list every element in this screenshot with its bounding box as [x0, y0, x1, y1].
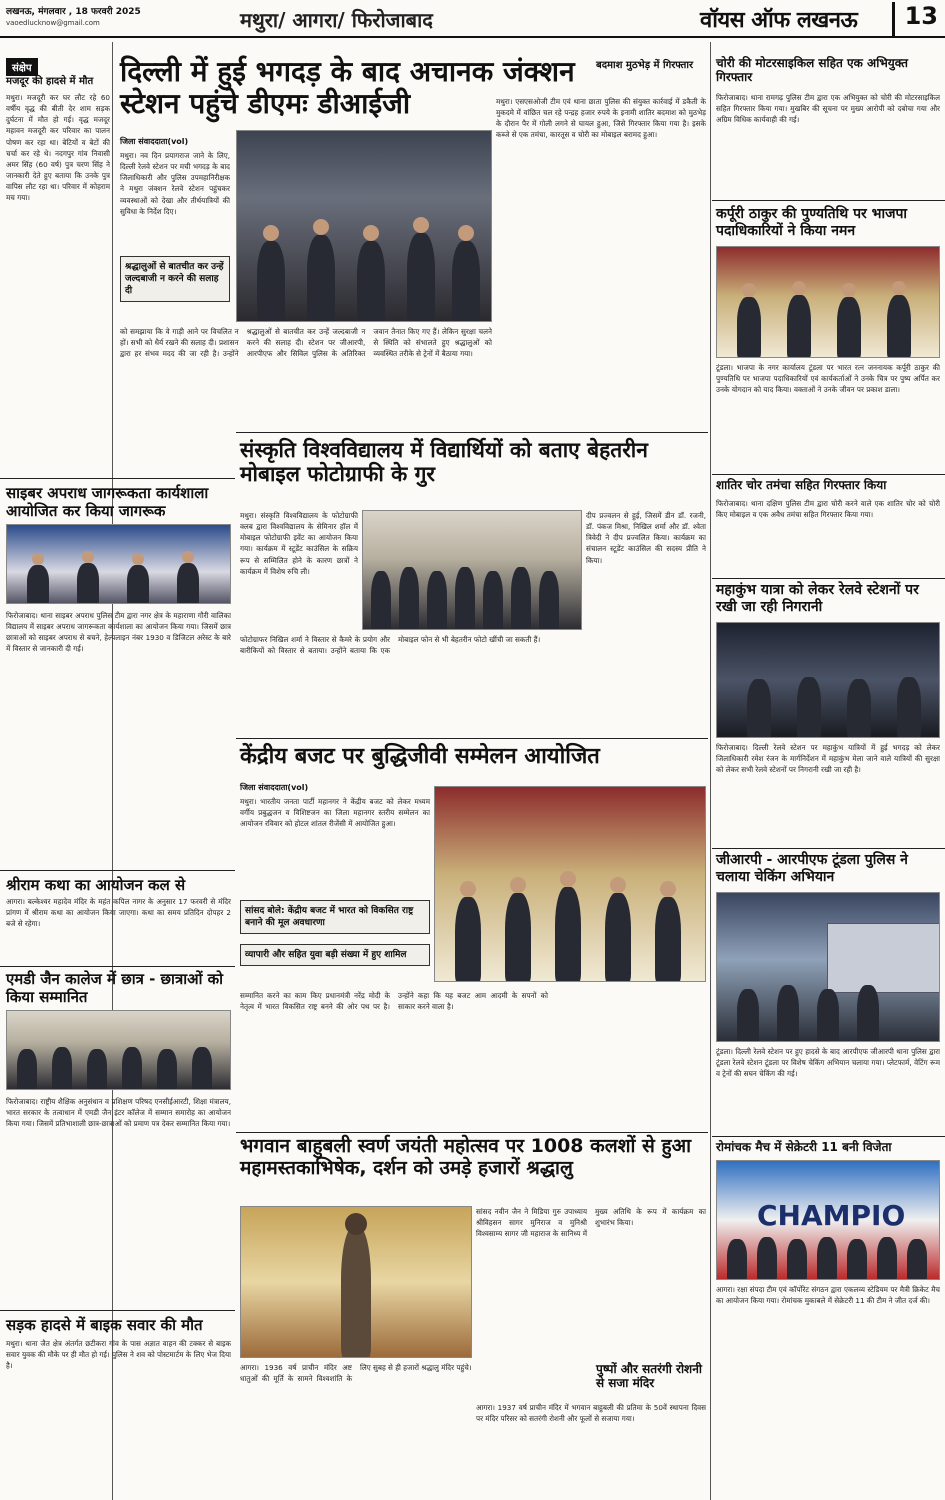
photography-body-3: दीप प्रज्वलन से हुई, जिसमें डीन डॉ. रजनी, डॉ. पंकज मिश्रा, निखिल शर्मा और डॉ. श्वेता त्रिवेदी ने दीप प्रज्वलित किया। कार्यक्रम का संचालन स्टूडेंट काउंसिल की सदस्य प्रीति ने किया। [586, 511, 706, 565]
cricket-banner-text: CHAMPIO [757, 1199, 906, 1232]
lead-headline: दिल्ली में हुई भगदड़ के बाद अचानक जंक्शन स्टेशन पहुंचे डीएमः डीआईजी [120, 55, 575, 121]
cyber-body: फिरोजाबाद। थाना साइबर अपराध पुलिस टीम द्वारा नगर क्षेत्र के महाराणा गौरी वालिका विद्यालय में साइबर अपराध जागरूकता कार्यशाला का आयोजन किया गया। जिसमें छात्र छात्राओं को साइबर अपराध से बचने, हेल्पलाइन नंबर 1930 व डिजिटल अरेस्ट के बारे में विस्तार से जानकारी दी गई। [6, 611, 231, 654]
bike-theft-headline: चोरी की मोटरसाइकिल सहित एक अभियुक्त गिरफ्तार [716, 56, 908, 85]
cyber-headline: साइबर अपराध जागरूकता कार्यशाला आयोजित कर किया जागरूक [6, 484, 209, 520]
cricket-team-photo [716, 1160, 940, 1280]
lead-body-2: को समझाया कि वे गाड़ी आने पर विचलित न हों। सभी को धैर्य रखने की सलाह दी। प्रशासन द्वारा हर संभव मदद की जा रही है। उन्होंने श्रद्धालुओं से बातचीत कर उन्हें जल्दबाजी न करने की सलाह दी। स्टेशन पर जीआरपी, आरपीएफ और सिविल पुलिस के अतिरिक्त जवान तैनात किए गए हैं। लेकिन सुरक्षा चलने से स्थिति को संभालते हुए श्रद्धालुओं को व्यवस्थित तरीके से ट्रेनों में बैठाया गया। [120, 327, 492, 359]
divider [0, 966, 235, 967]
divider [712, 1136, 945, 1137]
accident-headline: सड़क हादसे में बाइक सवार की मौत [6, 1316, 203, 1334]
budget-body-2: सम्मानित करने का काम किए प्रधानमंत्री नरेंद्र मोदी के नेतृत्व में भारत विकसित राष्ट्र बनने की ओर पथ पर है। उन्होंने कहा कि यह बजट आम आदमी के सपनों को साकार करने वाला है। [240, 991, 548, 1012]
bike-theft-body: फिरोजाबाद। थाना रामगढ़ पुलिस टीम द्वारा एक अभियुक्त को चोरी की मोटरसाइकिल सहित गिरफ्तार किया गया। मुखबिर की सूचना पर मुख्य आरोपी को दबोचा गया और अग्रिम विधिक कार्यवाही की गई। [716, 93, 940, 125]
karpoori-body: टूंडला। भाजपा के नगर कार्यालय टूंडला पर भारत रत्न जननायक कर्पूरी ठाकुर की पुण्यतिथि पर भाजपा पदाधिकारियों एवं कार्यकर्ताओं ने उनके चित्र पर पुष्प अर्पित कर उनके योगदान को याद किया। वक्ताओं ने उनके जीवन पर प्रकाश डाला। [716, 363, 940, 395]
edition-date: लखनऊ, मंगलवार , 18 फरवरी 2025 [6, 7, 141, 17]
mdjain-headline: एमडी जैन कालेज में छात्र - छात्राओं को किया सम्मानित [6, 970, 224, 1006]
accident-body: मथुरा। थाना जैत क्षेत्र अंतर्गत छटीकरा गांव के पास अज्ञात वाहन की टक्कर से बाइक सवार युवक की मौके पर ही मौत हो गई। पुलिस ने शव को पोस्टमार्टम के लिए भेज दिया है। [6, 1339, 231, 1371]
budget-quote-title: सांसद बोले: [245, 906, 285, 916]
divider [712, 848, 945, 849]
budget-quote-2: व्यापारी और सहित युवा बड़ी संख्या में हुए शामिल [240, 944, 430, 966]
budget-conference-photo [434, 786, 706, 982]
contact-email[interactable]: vaoedlucknow@gmail.com [6, 19, 100, 27]
mahakumbh-headline: महाकुंभ यात्रा को लेकर रेलवे स्टेशनों पर रखी जा रही निगरानी [716, 582, 919, 615]
shriram-body: आगरा। बल्केश्वर महादेव मंदिर के महंत कपिल नागर के अनुसार 17 फरवरी से मंदिर प्रांगण में श्रीराम कथा का आयोजन किया जाएगा। कथा का समय प्रतिदिन दोपहर 2 बजे से रहेगा। [6, 897, 231, 929]
photography-body-1: मथुरा। संस्कृति विश्वविद्यालय के फोटोग्राफी क्लब द्वारा विश्वविद्यालय के सेमिनार हॉल में मोबाइल फोटोग्राफी इवेंट का आयोजन किया गया। कार्यक्रम में स्टूडेंट काउंसिल के सक्रिय रूप से सम्मिलित होने के कारण छात्रों ने कार्यक्रम में विशेष रुचि ली। [240, 511, 358, 576]
bahubali-body-2: आगरा। 1936 वर्ष प्राचीन मंदिर अष्ट धातुओं की मूर्ति के सामने विश्वशांति के लिए सुबह से ही हजारों श्रद्धालु मंदिर पहुंचे। [240, 1363, 472, 1384]
cricket-headline: रोमांचक मैच में सेक्रेटरी 11 बनी विजेता [716, 1140, 892, 1154]
budget-byline: जिला संवाददाता(vol) [240, 783, 309, 792]
mdjain-body: फिरोजाबाद। राष्ट्रीय शैक्षिक अनुसंधान व प्रशिक्षण परिषद एनसीईआरटी, शिक्षा मंत्रालय, भारत सरकार के तत्वाधान में एमडी जैन इंटर कॉलेज में सम्मान समारोह का आयोजन किया गया। जिसमें प्रतिभाशाली छात्र-छात्राओं को प्रमाण पत्र देकर सम्मानित किया गया। [6, 1097, 231, 1129]
photography-group-photo [362, 510, 582, 630]
brief-headline: मजदूर की हादसे में मौत [6, 76, 94, 87]
lead-station-photo [236, 130, 492, 322]
bahubali-subhead: पुष्पों और सतरंगी रोशनी से सजा मंदिर [596, 1362, 702, 1391]
bahubali-body-3: आगरा। 1937 वर्ष प्राचीन मंदिर में भगवान बाहुबली की प्रतिमा के 50वें स्थापना दिवस पर मंदिर परिसर को सतरंगी रोशनी और फूलों से सजाया गया। [476, 1403, 706, 1424]
budget-body-1: मथुरा। भारतीय जनता पार्टी महानगर ने केंद्रीय बजट को लेकर मध्यम वर्गीय प्रबुद्धजन व विशिष्टजन का जिला महानगर स्तरीय सम्मेलन का आयोजन रविवार को होटल शांतल रीजेंसी में आयोजित हुआ। [240, 797, 430, 829]
encounter-body: मथुरा। एसएसओजी टीम एवं थाना छाता पुलिस की संयुक्त कार्रवाई में डकैती के मुकदमे में वांछित चल रहे पन्द्रह हजार रुपये के इनामी शातिर बदमाश को मुठभेड़ के दौरान पैर में गोली लगने से घायल हुआ, जिसे गिरफ्तार किया गया है। इसके कब्जे से एक तमंचा, कारतूस व चोरी का मोबाइल बरामद हुआ। [496, 97, 706, 140]
lead-byline: जिला संवाददाता(vol) [120, 137, 189, 146]
grp-headline: जीआरपी - आरपीएफ टूंडला पुलिस ने चलाया चेकिंग अभियान [716, 852, 908, 885]
mahakumbh-station-photo [716, 622, 940, 738]
divider [236, 738, 708, 739]
karpoori-tribute-photo [716, 246, 940, 358]
page-number: 13 [892, 2, 942, 36]
budget-headline: केंद्रीय बजट पर बुद्धिजीवी सम्मेलन आयोजित [240, 744, 600, 769]
thief-body: फिरोजाबाद। थाना दक्षिण पुलिस टीम द्वारा चोरी करने वाले एक शातिर चोर को चोरी किए मोबाइल व एक अवैध तमंचा सहित गिरफ्तार किया गया। [716, 499, 940, 520]
lead-body-1: मथुरा। नव दिन प्रयागराज जाने के लिए, दिल्ली रेलवे स्टेशन पर मची भगदड़ के बाद जिलाधिकारी और पुलिस उपमहानिरीक्षक ने मथुरा जंक्शन रेलवे स्टेशन पहुंचकर व्यवस्थाओं को देखा और तीर्थयात्रियों की सुविधा के निर्देश दिए। [120, 151, 230, 216]
karpoori-headline: कर्पूरी ठाकुर की पुण्यतिथि पर भाजपा पदाधिकारियों ने किया नमन [716, 206, 908, 239]
divider [712, 578, 945, 579]
divider [236, 432, 708, 433]
budget-quote-text: केंद्रीय बजट में भारत को विकसित राष्ट्र बनाने की मूल अवधारणा [245, 906, 414, 929]
cyber-workshop-photo [6, 524, 231, 604]
photography-headline: संस्कृति विश्वविद्यालय में विद्यार्थियों को बताए बेहतरीन मोबाइल फोटोग्राफी के गुर [240, 438, 648, 487]
brief-label: संक्षेप [6, 58, 38, 76]
budget-quote [240, 900, 430, 934]
grp-checking-photo [716, 892, 940, 1042]
bahubali-body-1: सांसद नवीन जैन ने मिडिया गुरु उपाध्याय श्रीविहसन सागर मुनिराज व मुनिश्री विश्वसाम्य सागर जी महाराज के सानिध्य में मुख्य अतिथि के रूप में कार्यक्रम का शुभारंभ किया। [476, 1207, 706, 1239]
column-divider [710, 42, 711, 1500]
cricket-body: आगरा। रक्षा संपदा टीम एवं कॉर्पोरेट संगठन द्वारा एकलव्य स्टेडियम पर मैत्री क्रिकेट मैच का आयोजन किया गया। रोमांचक मुकाबले में सेक्रेटरी 11 की टीम ने जीत दर्ज की। [716, 1285, 940, 1306]
thief-headline: शातिर चोर तमंचा सहित गिरफ्तार किया [716, 478, 887, 492]
lead-pullquote: श्रद्धालुओं से बातचीत कर उन्हें जल्दबाजी न करने की सलाह दी [120, 256, 230, 302]
bahubali-temple-photo [240, 1206, 472, 1358]
divider [712, 474, 945, 475]
masthead [0, 0, 945, 38]
divider [0, 478, 235, 479]
encounter-headline: बदमाश मुठभेड़ में गिरफ्तार [596, 60, 694, 71]
section-title: मथुरा/ आगरा/ फिरोजाबाद [240, 8, 433, 32]
divider [712, 200, 945, 201]
divider [0, 870, 235, 871]
bahubali-headline: भगवान बाहुबली स्वर्ण जयंती महोत्सव पर 1008 कलशों से हुआ महामस्तकाभिषेक, दर्शन को उमड़े हजारों श्रद्धालु [240, 1135, 692, 1179]
newspaper-brand: वॉयस ऑफ लखनऊ [700, 8, 858, 33]
shriram-headline: श्रीराम कथा का आयोजन कल से [6, 876, 186, 894]
mahakumbh-body: फिरोजाबाद। दिल्ली रेलवे स्टेशन पर महाकुंभ यात्रियों में हुई भगदड़ को लेकर जिलाधिकारी रमेश रंजन के मार्गनिर्देशन में महाकुंभ मेला जाने वाले यात्रियों की सुरक्षा को लेकर सभी रेलवे स्टेशनों पर निगरानी रखी जा रही है। [716, 743, 940, 775]
brief-body: मथुरा। मजदूरी कर घर लौट रहे 60 वर्षीय वृद्ध की बीती देर शाम सड़क दुर्घटना में मौत हो गई। वृद्ध मजदूर महावन मजदूरी कर परिवार का पालन पोषण कर रहा था। बेटियों व बेटों की चर्चा कर रहे थे। नदगपुर गांव निवासी अमर सिंह (60 वर्ष) पुत्र चरण सिंह ने जानकारी देते हुए बताया कि उनके पुत्र वापिस लौट रहा था। परिवार में कोहराम मच गया। [6, 93, 110, 203]
divider [0, 1310, 235, 1311]
grp-body: टूंडला। दिल्ली रेलवे स्टेशन पर हुए हादसे के बाद आरपीएफ जीआरपी थाना पुलिस द्वारा टूंडला रेलवे स्टेशन टूंडला पर विशेष चेकिंग अभियान चलाया गया। प्लेटफार्म, वेटिंग रूम व ट्रेनों की सघन चेकिंग की गई। [716, 1047, 940, 1079]
divider [236, 1132, 708, 1133]
mdjain-ceremony-photo [6, 1010, 231, 1090]
photography-body-2: फोटोग्राफर निखिल शर्मा ने विस्तार से कैमरे के प्रयोग और बारीकियों को विस्तार से बताया। उन्होंने बताया कि एक मोबाइल फोन से भी बेहतरीन फोटो खींची जा सकती हैं। [240, 635, 541, 656]
